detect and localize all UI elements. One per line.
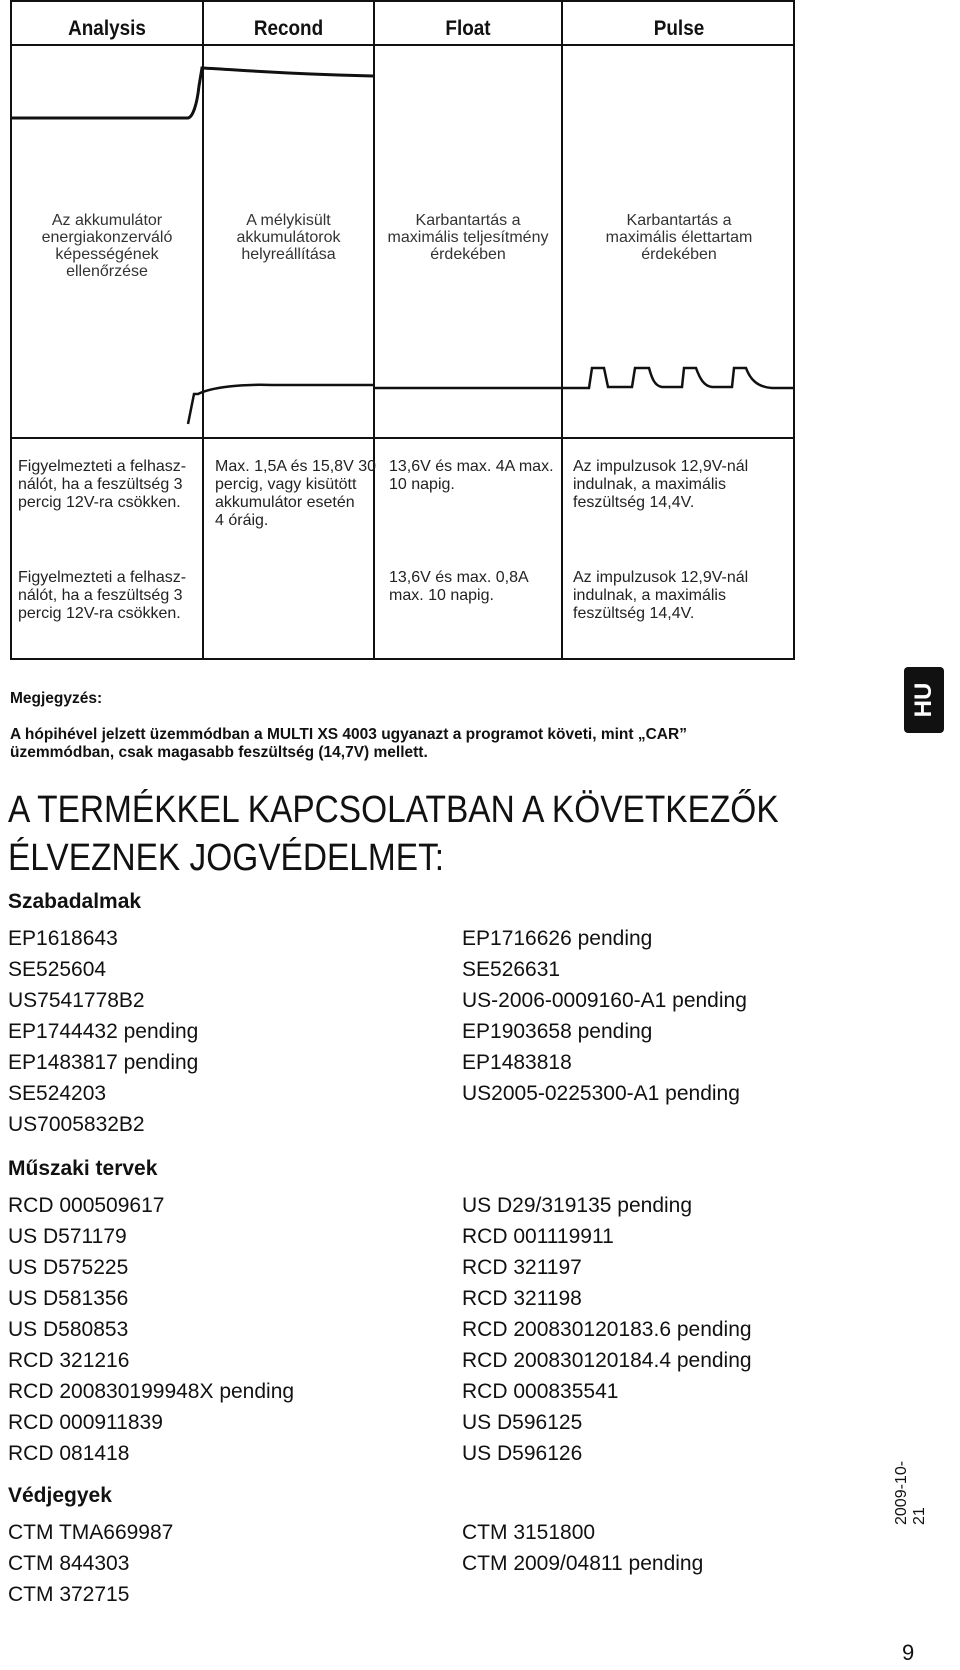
row1-pulse: Az impulzusok 12,9V-nál indulnak, a maximális feszültség 14,4V. <box>573 458 749 511</box>
description-recond: A mélykisült akkumulátorok helyreállítása <box>236 212 341 263</box>
list-item: EP1618643 <box>8 927 118 950</box>
row1-analysis: Figyelmezteti a felhasz- nálót, ha a feszültség 3 percig 12V-ra csökken. <box>18 458 187 511</box>
page-number: 9 <box>902 1640 915 1665</box>
list-item: US7541778B2 <box>8 989 145 1012</box>
note-text: A hópihével jelzett üzemmódban a MULTI XS 4003 ugyanazt a programot követi, mint „CAR” üzemmódban, csak magasabb feszültség (14,7V) mellett. <box>10 726 687 761</box>
patents-right-list <box>462 923 747 1109</box>
note <box>10 672 810 780</box>
list-item: CTM 372715 <box>8 1583 130 1606</box>
list-item: RCD 001119911 <box>462 1225 614 1248</box>
list-item: EP1744432 pending <box>8 1020 199 1043</box>
designs-left-list <box>8 1190 294 1469</box>
list-item: US D575225 <box>8 1256 129 1279</box>
list-item: CTM TMA669987 <box>8 1521 174 1544</box>
header-float: Float <box>445 17 491 40</box>
trademarks-left-list <box>8 1517 173 1610</box>
description-pulse: Karbantartás a maximális élettartam érdekében <box>605 212 753 263</box>
patents-title: Szabadalmak <box>8 890 142 913</box>
designs-title: Műszaki tervek <box>8 1157 158 1180</box>
list-item: US7005832B2 <box>8 1113 145 1136</box>
list-item: CTM 844303 <box>8 1552 130 1575</box>
trademarks-right-list <box>462 1517 703 1579</box>
language-tab <box>904 667 944 733</box>
designs-right-list <box>462 1190 752 1469</box>
list-item: US D580853 <box>8 1318 129 1341</box>
list-item: US D571179 <box>8 1225 127 1248</box>
document-date: 2009-10-21 <box>893 1460 928 1525</box>
list-item: US D596126 <box>462 1442 583 1465</box>
list-item: EP1483818 <box>462 1051 572 1074</box>
list-item: CTM 3151800 <box>462 1521 596 1544</box>
list-item: EP1716626 pending <box>462 927 653 950</box>
row2-analysis: Figyelmezteti a felhasz- nálót, ha a feszültség 3 percig 12V-ra csökken. <box>18 569 187 622</box>
list-item: RCD 200830120184.4 pending <box>462 1349 752 1372</box>
note-label: Megjegyzés: <box>10 690 103 707</box>
list-item: SE526631 <box>462 958 561 981</box>
list-item: US2005-0225300-A1 pending <box>462 1082 740 1105</box>
list-item: EP1903658 pending <box>462 1020 653 1043</box>
patents-left-list <box>8 923 198 1140</box>
charging-program-table <box>10 0 795 660</box>
header-recond: Recond <box>253 17 324 40</box>
list-item: CTM 2009/04811 pending <box>462 1552 704 1575</box>
list-item: RCD 081418 <box>8 1442 130 1465</box>
row2-pulse: Az impulzusok 12,9V-nál indulnak, a maximális feszültség 14,4V. <box>573 569 749 622</box>
list-item: US D581356 <box>8 1287 129 1310</box>
language-tab-label: HU <box>910 682 937 718</box>
list-item: RCD 321198 <box>462 1287 582 1310</box>
description-analysis: Az akkumulátor energiakonzerváló képességének ellenőrzése <box>41 212 173 280</box>
list-item: RCD 200830120183.6 pending <box>462 1318 752 1341</box>
trademarks-title: Védjegyek <box>8 1484 112 1507</box>
header-pulse: Pulse <box>653 17 705 40</box>
header-analysis: Analysis <box>68 17 146 40</box>
list-item: RCD 000911839 <box>8 1411 163 1434</box>
list-item: RCD 321197 <box>462 1256 582 1279</box>
row1-recond: Max. 1,5A és 15,8V 30 percig, vagy kisütött akkumulátor esetén 4 óráig. <box>215 458 376 529</box>
list-item: RCD 200830199948X pending <box>8 1380 295 1403</box>
list-item: EP1483817 pending <box>8 1051 199 1074</box>
page-heading: A TERMÉKKEL KAPCSOLATBAN A KÖVETKEZŐK ÉLVEZNEK JOGVÉDELMET: <box>8 789 779 879</box>
list-item: RCD 321216 <box>8 1349 130 1372</box>
row2-float: 13,6V és max. 0,8A max. 10 napig. <box>389 569 529 604</box>
description-float: Karbantartás a maximális teljesítmény érdekében <box>387 212 549 263</box>
list-item: RCD 000509617 <box>8 1194 165 1217</box>
list-item: SE525604 <box>8 958 107 981</box>
list-item: US D29/319135 pending <box>462 1194 693 1217</box>
list-item: US-2006-0009160-A1 pending <box>462 989 747 1012</box>
list-item: SE524203 <box>8 1082 107 1105</box>
row1-float: 13,6V és max. 4A max. 10 napig. <box>389 458 554 493</box>
list-item: US D596125 <box>462 1411 583 1434</box>
list-item: RCD 000835541 <box>462 1380 619 1403</box>
